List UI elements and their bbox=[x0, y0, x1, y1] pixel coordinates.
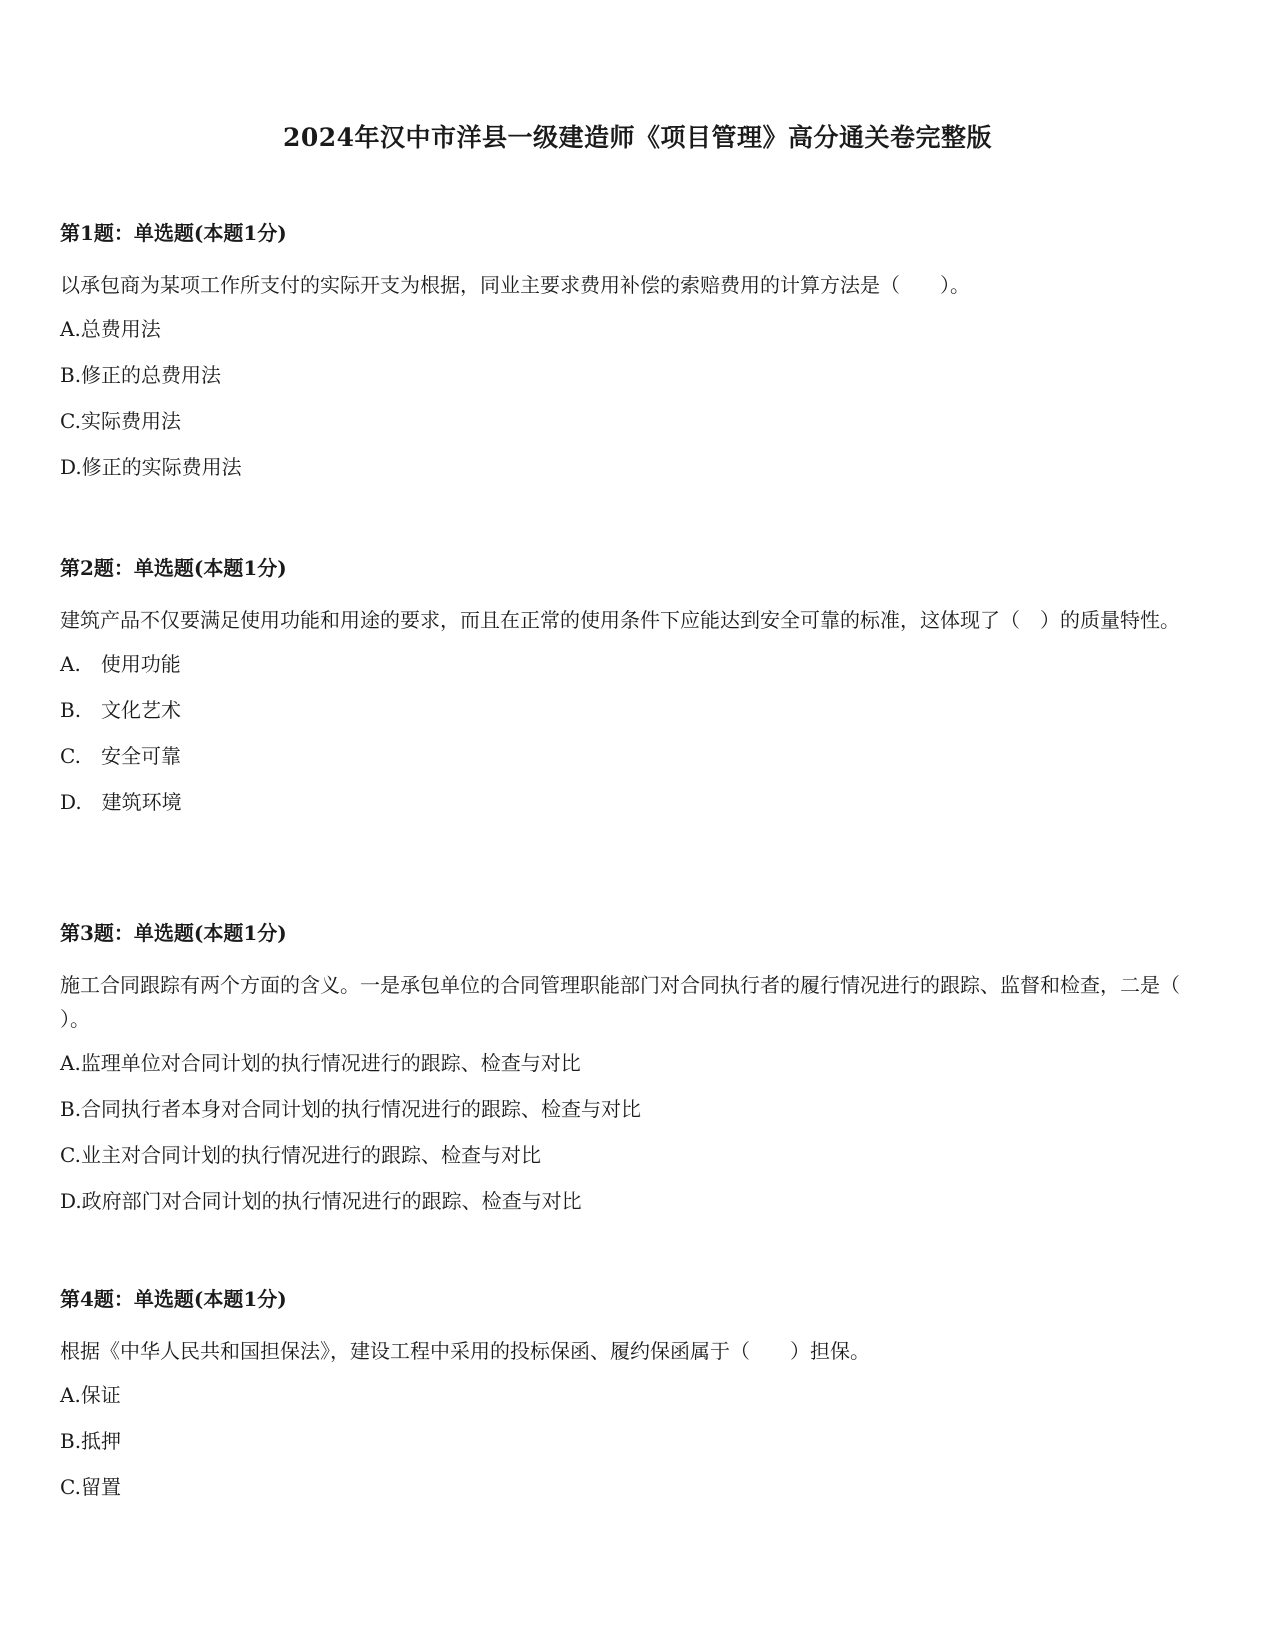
option-list bbox=[60, 1046, 1210, 1230]
option-b: B.抵押 bbox=[60, 1429, 122, 1453]
option-d: D. 建筑环境 bbox=[60, 790, 182, 814]
question-stem: 以承包商为某项工作所支付的实际开支为根据，同业主要求费用补偿的索赔费用的计算方法是（ ）。 bbox=[60, 273, 970, 297]
option-a: A.总费用法 bbox=[60, 317, 161, 341]
option-b: B.修正的总费用法 bbox=[60, 363, 222, 387]
option-a: A.监理单位对合同计划的执行情况进行的跟踪、检查与对比 bbox=[60, 1051, 581, 1075]
question-3 bbox=[60, 918, 1210, 1230]
question-4 bbox=[60, 1284, 1210, 1516]
option-a: A.保证 bbox=[60, 1383, 121, 1407]
option-b: B. 文化艺术 bbox=[60, 698, 182, 722]
option-list bbox=[60, 1378, 1210, 1516]
question-stem: 施工合同跟踪有两个方面的含义。一是承包单位的合同管理职能部门对合同执行者的履行情况进行的跟踪、监督和检查，二是（ ）。 bbox=[60, 973, 1180, 1031]
option-c: C. 安全可靠 bbox=[60, 744, 181, 768]
question-2 bbox=[60, 553, 1210, 831]
document-title: 2024年汉中市洋县一级建造师《项目管理》高分通关卷完整版 bbox=[282, 123, 993, 152]
question-header: 第1题：单选题(本题1分) bbox=[60, 221, 287, 245]
question-header: 第3题：单选题(本题1分) bbox=[60, 921, 287, 945]
option-b: B.合同执行者本身对合同计划的执行情况进行的跟踪、检查与对比 bbox=[60, 1097, 642, 1121]
question-1 bbox=[60, 218, 1210, 496]
option-a: A. 使用功能 bbox=[60, 652, 181, 676]
option-list bbox=[60, 312, 1210, 496]
option-list bbox=[60, 647, 1210, 831]
option-d: D.政府部门对合同计划的执行情况进行的跟踪、检查与对比 bbox=[60, 1189, 582, 1213]
option-c: C.实际费用法 bbox=[60, 409, 181, 433]
question-header: 第4题：单选题(本题1分) bbox=[60, 1287, 287, 1311]
option-d: D.修正的实际费用法 bbox=[60, 455, 242, 479]
question-header: 第2题：单选题(本题1分) bbox=[60, 556, 287, 580]
question-stem: 根据《中华人民共和国担保法》，建设工程中采用的投标保函、履约保函属于（ ）担保。 bbox=[60, 1339, 870, 1363]
question-stem: 建筑产品不仅要满足使用功能和用途的要求，而且在正常的使用条件下应能达到安全可靠的标准，这体现了（ ）的质量特性。 bbox=[60, 608, 1180, 632]
option-c: C.业主对合同计划的执行情况进行的跟踪、检查与对比 bbox=[60, 1143, 541, 1167]
option-c: C.留置 bbox=[60, 1475, 121, 1499]
